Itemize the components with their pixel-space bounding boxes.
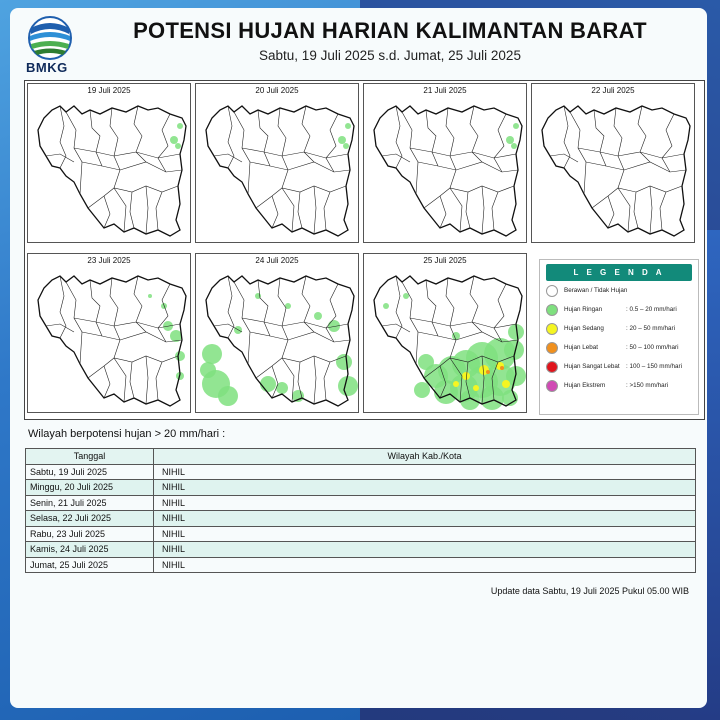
regency-border xyxy=(104,196,110,228)
legend-title: L E G E N D A xyxy=(546,264,692,281)
legend-item xyxy=(546,338,692,357)
legend-range: : 20 – 50 mm/hari xyxy=(626,325,675,332)
table-row xyxy=(26,464,696,480)
table-header-row xyxy=(26,449,696,465)
row-date: Selasa, 22 Juli 2025 xyxy=(26,511,154,527)
regency-border xyxy=(662,114,674,172)
legend-item xyxy=(546,376,692,395)
regency-border xyxy=(578,148,684,158)
legend-range: : >150 mm/hari xyxy=(626,382,669,389)
regency-border xyxy=(258,110,270,166)
rain-light-area xyxy=(314,312,322,320)
regency-border xyxy=(256,356,346,378)
rain-light-area xyxy=(513,123,519,129)
regency-border xyxy=(302,276,314,332)
legend-label: Hujan Sedang xyxy=(564,325,604,332)
regency-border xyxy=(396,106,402,168)
regency-border xyxy=(88,356,178,378)
table-row xyxy=(26,511,696,527)
rain-moderate-area xyxy=(502,380,510,388)
regency-border xyxy=(130,192,134,228)
row-date: Minggu, 20 Juli 2025 xyxy=(26,480,154,496)
map-panel-2 xyxy=(363,83,527,243)
rain-light-area xyxy=(338,136,346,144)
rain-heavy-area xyxy=(486,370,490,374)
map-panel-4 xyxy=(27,253,191,413)
map-svg xyxy=(198,266,358,412)
row-date: Kamis, 24 Juli 2025 xyxy=(26,542,154,558)
regency-border xyxy=(426,280,438,336)
rain-light-area xyxy=(345,123,351,129)
map-svg xyxy=(198,96,358,242)
row-date: Rabu, 23 Juli 2025 xyxy=(26,526,154,542)
regency-border xyxy=(314,186,316,234)
rain-moderate-area xyxy=(462,372,470,380)
legend-swatch-icon xyxy=(546,361,558,373)
rain-light-area xyxy=(170,136,178,144)
map-panel-1 xyxy=(195,83,359,243)
header-date: Tanggal xyxy=(26,449,154,465)
regency-border xyxy=(424,186,514,208)
regency-border xyxy=(146,186,148,234)
legend-list xyxy=(546,281,692,395)
legend-range: : 0.5 – 20 mm/hari xyxy=(626,306,677,313)
row-region: NIHIL xyxy=(154,557,696,573)
legend-label: Hujan Sangat Lebat xyxy=(564,363,620,370)
legend-item xyxy=(546,300,692,319)
rain-heavy-area xyxy=(500,366,504,370)
row-date: Senin, 21 Juli 2025 xyxy=(26,495,154,511)
rain-moderate-area xyxy=(453,381,459,387)
map-svg xyxy=(366,266,526,412)
regency-border xyxy=(258,280,270,336)
legend-swatch-icon xyxy=(546,342,558,354)
map-panel-date: 21 Juli 2025 xyxy=(423,86,467,95)
rain-light-area xyxy=(343,143,349,149)
legend-label: Hujan Ekstrem xyxy=(564,382,606,389)
rain-light-area xyxy=(260,376,276,392)
map-panel-6 xyxy=(363,253,527,413)
regency-border xyxy=(650,186,652,234)
regency-border xyxy=(324,362,330,400)
regency-border xyxy=(110,278,120,358)
table-caption: Wilayah berpotensi hujan > 20 mm/hari : xyxy=(28,428,226,440)
update-note: Update data Sabtu, 19 Juli 2025 Pukul 05.00 WIB xyxy=(490,586,689,596)
row-region: NIHIL xyxy=(154,464,696,480)
regency-border xyxy=(494,284,506,342)
regency-border xyxy=(494,114,506,172)
map-panel-date: 25 Juli 2025 xyxy=(423,256,467,265)
regency-border xyxy=(134,276,146,332)
regency-border xyxy=(418,162,518,172)
regency-border xyxy=(46,324,74,332)
legend-item xyxy=(546,281,692,300)
regency-border xyxy=(314,356,316,404)
rain-moderate-area xyxy=(473,385,479,391)
regency-border xyxy=(426,110,438,166)
regency-border xyxy=(446,278,456,358)
regency-border xyxy=(410,318,516,328)
regency-border xyxy=(90,110,102,166)
regency-border xyxy=(146,356,148,404)
rain-table xyxy=(25,448,696,573)
regency-border xyxy=(158,284,170,342)
regency-border xyxy=(634,192,638,228)
row-region: NIHIL xyxy=(154,495,696,511)
rain-light-area xyxy=(336,354,352,370)
row-date: Sabtu, 19 Juli 2025 xyxy=(26,464,154,480)
regency-border xyxy=(446,108,456,188)
regency-border xyxy=(594,110,606,166)
row-region: NIHIL xyxy=(154,542,696,558)
rain-light-area xyxy=(511,143,517,149)
map-panel-date: 22 Juli 2025 xyxy=(591,86,635,95)
map-panel-date: 19 Juli 2025 xyxy=(87,86,131,95)
rain-light-area xyxy=(338,376,358,396)
regency-border xyxy=(470,276,482,332)
table-row xyxy=(26,495,696,511)
legend-swatch-icon xyxy=(546,285,558,297)
rain-light-area xyxy=(506,136,514,144)
map-panel-0 xyxy=(27,83,191,243)
regency-border xyxy=(470,106,482,162)
regency-border xyxy=(396,276,402,338)
map-svg xyxy=(30,96,190,242)
map-svg xyxy=(30,266,190,412)
rain-light-area xyxy=(175,143,181,149)
regency-border xyxy=(88,186,178,208)
regency-border xyxy=(82,162,182,172)
regency-border xyxy=(382,154,410,162)
table-body xyxy=(26,464,696,573)
header-region: Wilayah Kab./Kota xyxy=(154,449,696,465)
regency-border xyxy=(256,186,346,208)
map-svg xyxy=(366,96,526,242)
legend-range: : 50 – 100 mm/hari xyxy=(626,344,679,351)
legend-swatch-icon xyxy=(546,380,558,392)
regency-border xyxy=(60,106,66,168)
table-row xyxy=(26,557,696,573)
regency-border xyxy=(592,186,682,208)
map-panel-3 xyxy=(531,83,695,243)
row-region: NIHIL xyxy=(154,511,696,527)
legend-item xyxy=(546,319,692,338)
map-panel-5 xyxy=(195,253,359,413)
regency-border xyxy=(382,324,410,332)
map-panel-date: 24 Juli 2025 xyxy=(255,256,299,265)
regency-border xyxy=(60,276,66,338)
regency-border xyxy=(492,192,498,230)
regency-border xyxy=(564,106,570,168)
row-region: NIHIL xyxy=(154,480,696,496)
rain-light-area xyxy=(175,351,185,361)
table-row xyxy=(26,526,696,542)
regency-border xyxy=(156,362,162,400)
regency-border xyxy=(614,108,624,188)
regency-border xyxy=(134,106,146,162)
map-panel-date: 23 Juli 2025 xyxy=(87,256,131,265)
regency-border xyxy=(586,162,686,172)
regency-border xyxy=(326,114,338,172)
map-panel-date: 20 Juli 2025 xyxy=(255,86,299,95)
table-row xyxy=(26,542,696,558)
regency-border xyxy=(90,280,102,336)
regency-border xyxy=(228,276,234,338)
regency-border xyxy=(82,332,182,342)
regency-border xyxy=(410,148,516,158)
rain-light-area xyxy=(460,390,480,410)
map-grid xyxy=(24,80,705,420)
rain-light-area xyxy=(403,293,409,299)
legend-swatch-icon xyxy=(546,304,558,316)
rain-light-area xyxy=(480,386,504,410)
regency-border xyxy=(214,154,242,162)
rain-light-area xyxy=(414,382,430,398)
legend-label: Berawan / Tidak Hujan xyxy=(564,287,628,294)
regency-border xyxy=(440,196,446,228)
regency-border xyxy=(250,162,350,172)
legend-swatch-icon xyxy=(546,323,558,335)
rain-light-area xyxy=(418,354,434,370)
regency-border xyxy=(324,192,330,230)
regency-border xyxy=(228,106,234,168)
regency-border xyxy=(298,192,302,228)
org-label: BMKG xyxy=(26,60,68,75)
regency-border xyxy=(130,362,134,398)
legend-label: Hujan Lebat xyxy=(564,344,598,351)
regency-border xyxy=(46,154,74,162)
regency-border xyxy=(156,192,162,230)
regency-border xyxy=(482,186,484,234)
legend-item xyxy=(546,357,692,376)
row-region: NIHIL xyxy=(154,526,696,542)
rain-light-area xyxy=(200,362,216,378)
regency-border xyxy=(638,106,650,162)
regency-border xyxy=(550,154,578,162)
legend-label: Hujan Ringan xyxy=(564,306,603,313)
legend xyxy=(539,259,699,415)
regency-border xyxy=(608,196,614,228)
rain-light-area xyxy=(202,344,222,364)
regency-border xyxy=(326,284,338,342)
rain-light-area xyxy=(177,123,183,129)
regency-border xyxy=(278,278,288,358)
legend-range: : 100 – 150 mm/hari xyxy=(626,363,683,370)
regency-border xyxy=(250,332,350,342)
regency-border xyxy=(272,196,278,228)
regency-border xyxy=(242,148,348,158)
row-date: Jumat, 25 Juli 2025 xyxy=(26,557,154,573)
rain-light-area xyxy=(148,294,152,298)
regency-border xyxy=(110,108,120,188)
regency-border xyxy=(158,114,170,172)
table-row xyxy=(26,480,696,496)
map-svg xyxy=(534,96,694,242)
rain-light-area xyxy=(383,303,389,309)
regency-border xyxy=(104,366,110,398)
page-subtitle: Sabtu, 19 Juli 2025 s.d. Jumat, 25 Juli 2025 xyxy=(259,48,521,63)
report-card xyxy=(10,8,707,708)
page-title: POTENSI HUJAN HARIAN KALIMANTAN BARAT xyxy=(133,18,647,43)
regency-border xyxy=(74,148,180,158)
regency-border xyxy=(278,108,288,188)
regency-border xyxy=(466,192,470,228)
rain-light-area xyxy=(218,386,238,406)
regency-border xyxy=(660,192,666,230)
regency-border xyxy=(302,106,314,162)
